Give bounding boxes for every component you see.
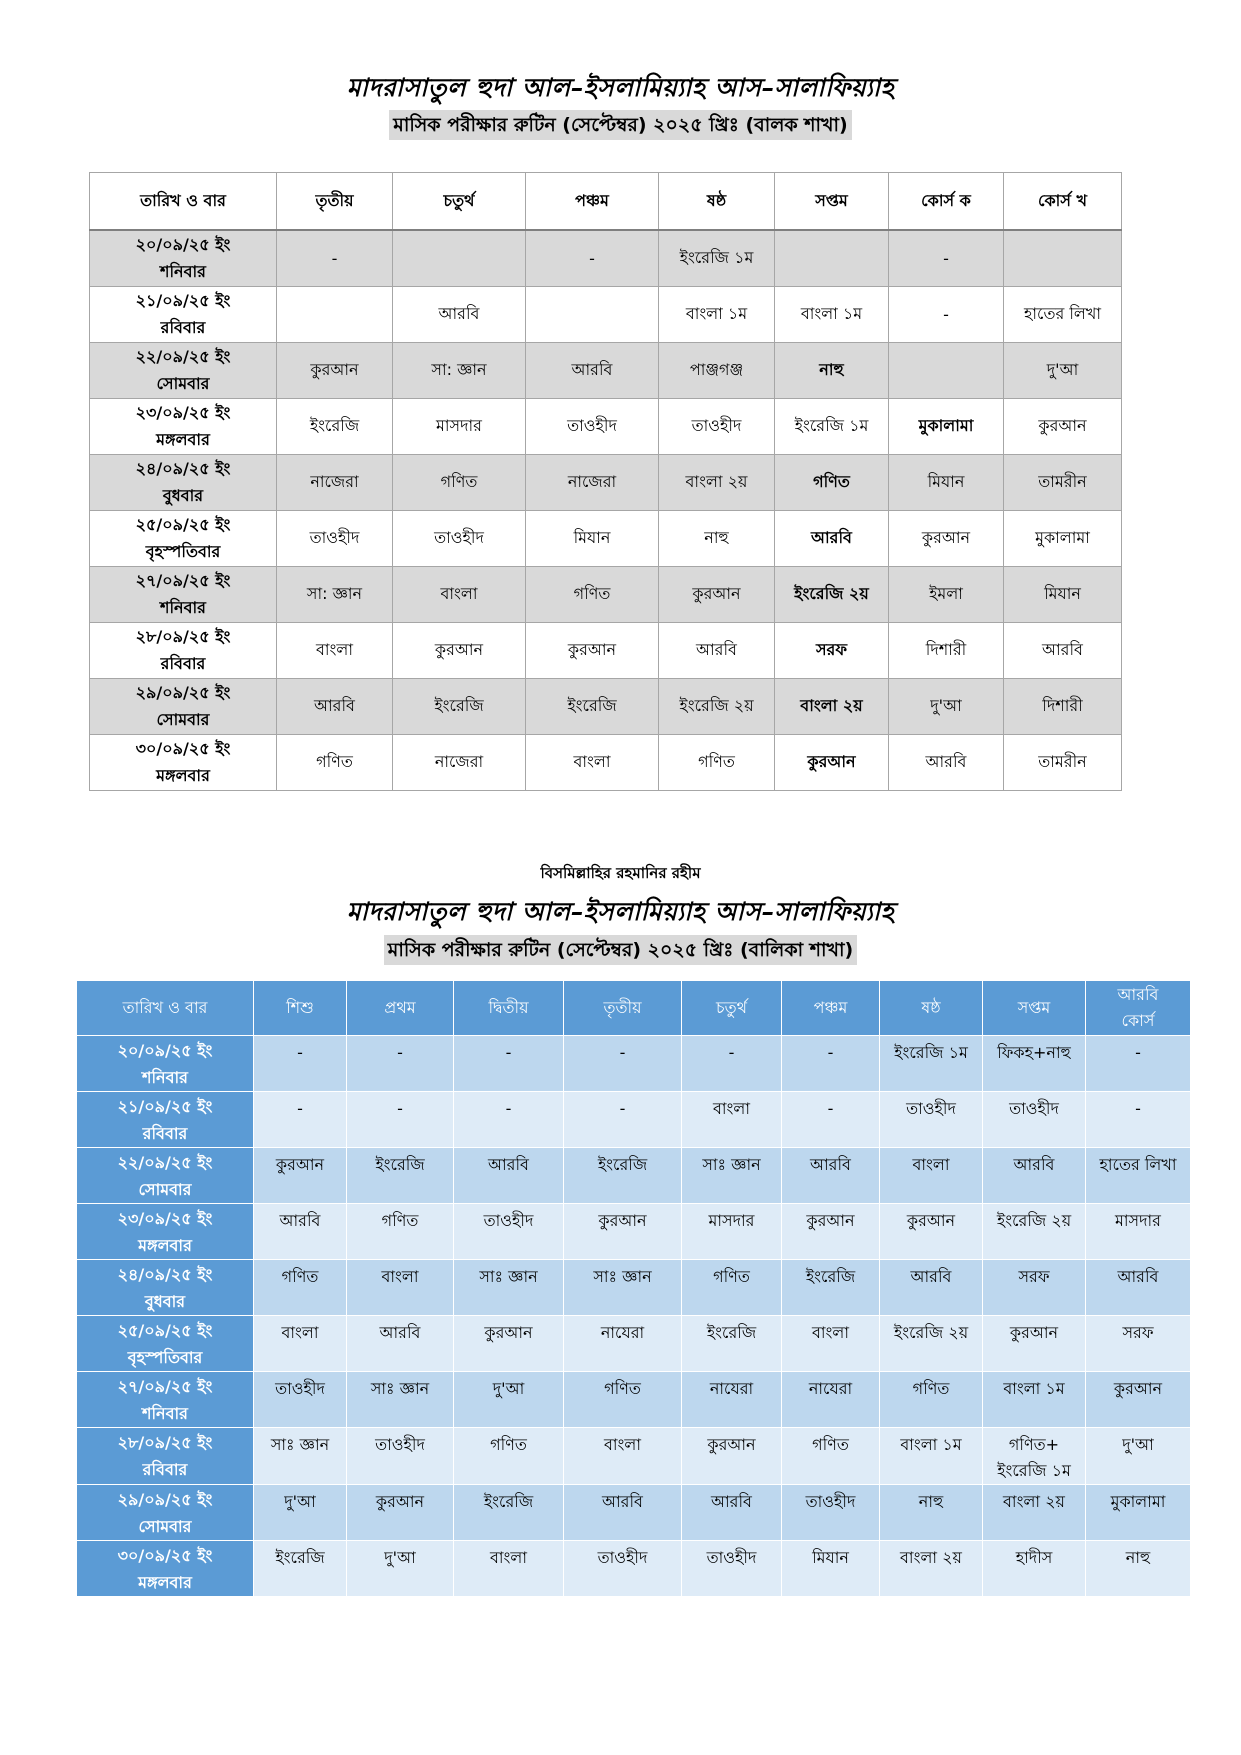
- subject-cell: আরবি: [454, 1148, 564, 1204]
- subject-cell: বাংলা: [454, 1541, 564, 1597]
- subject-cell: গণিত: [682, 1260, 782, 1316]
- subject-cell: আরবি: [564, 1485, 682, 1541]
- day-text: বৃহস্পতিবার: [127, 1347, 203, 1367]
- subject-cell: কুরআন: [1086, 1372, 1191, 1428]
- boys-table-row: [90, 566, 1122, 622]
- subject-cell: সাঃ জ্ঞান: [254, 1428, 347, 1485]
- subject-cell: কুরআন: [393, 622, 526, 678]
- subject-cell: সাঃ জ্ঞান: [682, 1148, 782, 1204]
- subject-cell: বাংলা ২য়: [880, 1541, 983, 1597]
- subject-cell: কুরআন: [347, 1485, 454, 1541]
- subject-cell: ইংরেজি ২য়: [775, 566, 889, 622]
- girls-header-cell: তৃতীয়: [564, 981, 682, 1036]
- subject-cell: তাওহীদ: [526, 398, 659, 454]
- subject-cell: ইমলা: [889, 566, 1004, 622]
- subject-cell: কুরআন: [782, 1204, 880, 1260]
- day-text: মঙ্গলবার: [138, 1572, 192, 1592]
- date-day-cell: [90, 454, 277, 510]
- subject-cell: ইংরেজি ২য়: [983, 1204, 1086, 1260]
- boys-table-row: [90, 454, 1122, 510]
- girls-routine-table: [76, 980, 1191, 1597]
- subject-cell: বাংলা: [880, 1148, 983, 1204]
- subject-cell: বাংলা ২য়: [775, 678, 889, 734]
- subject-cell: আরবি: [1004, 622, 1122, 678]
- subject-cell: মিযান: [782, 1541, 880, 1597]
- subject-cell: নাযেরা: [782, 1372, 880, 1428]
- subject-cell: ইংরেজি: [254, 1541, 347, 1597]
- date-day-cell: [77, 1485, 254, 1541]
- date-day-cell: [90, 734, 277, 790]
- boys-table-row: [90, 510, 1122, 566]
- girls-header-cell: পঞ্চম: [782, 981, 880, 1036]
- date-text: ২৯/০৯/২৫ ইং: [135, 683, 231, 702]
- subject-cell: বাংলা: [564, 1428, 682, 1485]
- subject-cell: তাওহীদ: [347, 1428, 454, 1485]
- subject-cell: তাওহীদ: [659, 398, 775, 454]
- subject-cell: কুরআন: [659, 566, 775, 622]
- day-text: মঙ্গলবার: [156, 430, 210, 449]
- date-text: ২১/০৯/২৫ ইং: [135, 291, 231, 310]
- date-text: ২৩/০৯/২৫ ইং: [135, 403, 231, 422]
- subject-cell: -: [454, 1092, 564, 1148]
- subject-cell: নাহু: [659, 510, 775, 566]
- subject-cell: নাযেরা: [682, 1372, 782, 1428]
- girls-routine-subtitle: মাসিক পরীক্ষার রুটিন (সেপ্টেম্বর) ২০২৫ খ্রিঃ (বালিকা শাখা): [384, 935, 857, 965]
- subject-cell: ইংরেজি: [526, 678, 659, 734]
- boys-header-cell: পঞ্চম: [526, 173, 659, 231]
- subject-cell: ইংরেজি ১ম: [880, 1036, 983, 1092]
- subject-cell: আরবি: [782, 1148, 880, 1204]
- subject-cell: ইংরেজি: [454, 1485, 564, 1541]
- subject-cell: -: [889, 286, 1004, 342]
- date-text: ২৫/০৯/২৫ ইং: [117, 1320, 213, 1340]
- subject-cell: নাহু: [775, 342, 889, 398]
- boys-routine-table: [89, 172, 1122, 791]
- subject-cell: বাংলা ১ম: [775, 286, 889, 342]
- subject-cell: মাসদার: [1086, 1204, 1191, 1260]
- subject-cell: আরবি: [347, 1316, 454, 1372]
- day-text: মঙ্গলবার: [138, 1235, 192, 1255]
- subject-cell: [526, 286, 659, 342]
- subject-cell: মুকালামা: [1086, 1485, 1191, 1541]
- boys-table-row: [90, 678, 1122, 734]
- day-text: বৃহস্পতিবার: [145, 542, 221, 561]
- subject-cell: মিযান: [1004, 566, 1122, 622]
- subject-cell: তাওহীদ: [782, 1485, 880, 1541]
- subject-cell: কুরআন: [454, 1316, 564, 1372]
- girls-table-row: [77, 1092, 1191, 1148]
- subject-cell: দু'আ: [889, 678, 1004, 734]
- subject-cell: ইংরেজি: [277, 398, 393, 454]
- date-day-cell: [77, 1204, 254, 1260]
- subject-cell: সরফ: [1086, 1316, 1191, 1372]
- subject-cell: গণিত: [880, 1372, 983, 1428]
- subject-cell: তাওহীদ: [564, 1541, 682, 1597]
- subject-cell: কুরআন: [880, 1204, 983, 1260]
- date-text: ২২/০৯/২৫ ইং: [135, 347, 231, 366]
- subject-cell: বাংলা ২য়: [659, 454, 775, 510]
- subject-cell: সাঃ জ্ঞান: [347, 1372, 454, 1428]
- subject-cell: নাজেরা: [277, 454, 393, 510]
- subject-cell: গণিত: [526, 566, 659, 622]
- subject-cell: তাওহীদ: [682, 1541, 782, 1597]
- subject-cell: গণিত: [775, 454, 889, 510]
- subject-cell: ইংরেজি: [782, 1260, 880, 1316]
- subject-cell: হাতের লিখা: [1004, 286, 1122, 342]
- subject-cell: -: [1086, 1092, 1191, 1148]
- date-day-cell: [77, 1541, 254, 1597]
- day-text: রবিবার: [160, 318, 206, 337]
- date-text: ২২/০৯/২৫ ইং: [117, 1152, 213, 1172]
- subject-cell: গণিত: [254, 1260, 347, 1316]
- date-day-cell: [77, 1428, 254, 1485]
- date-text: ২৯/০৯/২৫ ইং: [117, 1489, 213, 1509]
- subject-cell: গণিত: [393, 454, 526, 510]
- girls-header-cell: দ্বিতীয়: [454, 981, 564, 1036]
- subject-cell: আরবি: [659, 622, 775, 678]
- subject-cell: [393, 230, 526, 286]
- subject-cell: আরবি: [254, 1204, 347, 1260]
- date-text: ২০/০৯/২৫ ইং: [135, 235, 231, 255]
- date-text: ২১/০৯/২৫ ইং: [117, 1096, 213, 1116]
- subject-cell: -: [1086, 1036, 1191, 1092]
- day-text: বুধবার: [162, 486, 204, 505]
- boys-header-cell: তারিখ ও বার: [90, 173, 277, 231]
- subject-cell: কুরআন: [277, 342, 393, 398]
- subject-cell: আরবি: [889, 734, 1004, 790]
- subject-cell: মিযান: [889, 454, 1004, 510]
- date-text: ২৪/০৯/২৫ ইং: [135, 459, 231, 478]
- girls-table-row: [77, 1204, 1191, 1260]
- subject-cell: আরবি: [880, 1260, 983, 1316]
- subject-cell: সরফ: [983, 1260, 1086, 1316]
- day-text: সোমবার: [138, 1516, 192, 1536]
- subject-cell: তাওহীদ: [454, 1204, 564, 1260]
- subject-cell: ইংরেজি: [564, 1148, 682, 1204]
- subject-cell: হাদীস: [983, 1541, 1086, 1597]
- date-day-cell: [90, 510, 277, 566]
- subject-cell: আরবি: [393, 286, 526, 342]
- date-day-cell: [90, 398, 277, 454]
- subject-cell: ইংরেজি ২য়: [659, 678, 775, 734]
- subject-cell: ইংরেজি ২য়: [880, 1316, 983, 1372]
- subject-cell: বাংলা: [347, 1260, 454, 1316]
- subject-cell: নাজেরা: [393, 734, 526, 790]
- boys-table-row: [90, 286, 1122, 342]
- subject-cell: দিশারী: [1004, 678, 1122, 734]
- subject-cell: কুরআন: [254, 1148, 347, 1204]
- subject-cell: তাওহীদ: [393, 510, 526, 566]
- subject-cell: কুরআন: [1004, 398, 1122, 454]
- girls-header-cell: চতুর্থ: [682, 981, 782, 1036]
- subject-cell: ফিকহ+নাহু: [983, 1036, 1086, 1092]
- date-text: ২০/০৯/২৫ ইং: [117, 1040, 213, 1060]
- subject-cell: গণিত: [659, 734, 775, 790]
- date-text: ৩০/০৯/২৫ ইং: [135, 739, 231, 758]
- subject-cell: গণিত+ ইংরেজি ১ম: [983, 1428, 1086, 1485]
- subject-cell: -: [254, 1036, 347, 1092]
- subject-cell: দু'আ: [347, 1541, 454, 1597]
- subject-cell: গণিত: [782, 1428, 880, 1485]
- subject-cell: বাংলা: [782, 1316, 880, 1372]
- subject-cell: [1004, 230, 1122, 286]
- subject-cell: তামরীন: [1004, 734, 1122, 790]
- girls-table-row: [77, 1260, 1191, 1316]
- boys-header-cell: কোর্স ক: [889, 173, 1004, 231]
- boys-routine-subtitle: মাসিক পরীক্ষার রুটিন (সেপ্টেম্বর) ২০২৫ খ্রিঃ (বালক শাখা): [389, 110, 851, 140]
- girls-table-row: [77, 1148, 1191, 1204]
- subject-cell: -: [782, 1092, 880, 1148]
- date-text: ২৮/০৯/২৫ ইং: [117, 1433, 213, 1452]
- subject-cell: মুকালামা: [1004, 510, 1122, 566]
- subject-cell: বাংলা ২য়: [983, 1485, 1086, 1541]
- subject-cell: [889, 342, 1004, 398]
- date-day-cell: [77, 1260, 254, 1316]
- subject-cell: মাসদার: [393, 398, 526, 454]
- boys-header-cell: ষষ্ঠ: [659, 173, 775, 231]
- girls-table-row: [77, 1541, 1191, 1597]
- girls-table-row: [77, 1036, 1191, 1092]
- subject-cell: সরফ: [775, 622, 889, 678]
- subject-cell: নাজেরা: [526, 454, 659, 510]
- subject-cell: দু'আ: [1086, 1428, 1191, 1485]
- date-day-cell: [77, 1092, 254, 1148]
- date-day-cell: [90, 342, 277, 398]
- subject-cell: -: [347, 1036, 454, 1092]
- date-text: ২৩/০৯/২৫ ইং: [117, 1208, 213, 1228]
- day-text: সোমবার: [138, 1179, 192, 1199]
- subject-cell: ইংরেজি: [347, 1148, 454, 1204]
- subject-cell: পাঞ্জগঞ্জ: [659, 342, 775, 398]
- subject-cell: তামরীন: [1004, 454, 1122, 510]
- subject-cell: ইংরেজি: [393, 678, 526, 734]
- subject-cell: সা: জ্ঞান: [277, 566, 393, 622]
- subject-cell: গণিত: [347, 1204, 454, 1260]
- subject-cell: -: [564, 1036, 682, 1092]
- subject-cell: বাংলা ১ম: [659, 286, 775, 342]
- subject-cell: -: [889, 230, 1004, 286]
- girls-header-row: [77, 981, 1191, 1036]
- girls-table-row: [77, 1485, 1191, 1541]
- subject-cell: বাংলা ১ম: [983, 1372, 1086, 1428]
- girls-table-row: [77, 1428, 1191, 1485]
- day-text: রবিবার: [160, 654, 206, 673]
- day-text: শনিবার: [160, 262, 206, 282]
- subject-cell: তাওহীদ: [254, 1372, 347, 1428]
- subject-cell: -: [254, 1092, 347, 1148]
- subject-cell: দু'আ: [254, 1485, 347, 1541]
- subject-cell: দিশারী: [889, 622, 1004, 678]
- boys-header-cell: কোর্স খ: [1004, 173, 1122, 231]
- subject-cell: ইংরেজি ১ম: [775, 398, 889, 454]
- subject-cell: বাংলা: [254, 1316, 347, 1372]
- girls-header-cell: প্রথম: [347, 981, 454, 1036]
- subject-cell: কুরআন: [564, 1204, 682, 1260]
- subject-cell: আরবি: [526, 342, 659, 398]
- subject-cell: আরবি: [983, 1148, 1086, 1204]
- subject-cell: -: [782, 1036, 880, 1092]
- date-day-cell: [77, 1036, 254, 1092]
- girls-table-row: [77, 1372, 1191, 1428]
- subject-cell: আরবি: [277, 678, 393, 734]
- date-text: ৩০/০৯/২৫ ইং: [117, 1545, 213, 1565]
- subject-cell: বাংলা: [682, 1092, 782, 1148]
- date-day-cell: [90, 286, 277, 342]
- subject-cell: আরবি: [775, 510, 889, 566]
- date-day-cell: [77, 1316, 254, 1372]
- date-text: ২৭/০৯/২৫ ইং: [117, 1376, 213, 1396]
- boys-table-row: [90, 230, 1122, 286]
- subject-cell: -: [526, 230, 659, 286]
- boys-table-row: [90, 734, 1122, 790]
- subject-cell: নাযেরা: [564, 1316, 682, 1372]
- subject-cell: ইংরেজি ১ম: [659, 230, 775, 286]
- subject-cell: কুরআন: [983, 1316, 1086, 1372]
- boys-header-cell: চতুর্থ: [393, 173, 526, 231]
- subject-cell: -: [277, 230, 393, 286]
- subject-cell: বাংলা: [526, 734, 659, 790]
- subject-cell: -: [564, 1092, 682, 1148]
- day-text: রবিবার: [142, 1460, 188, 1479]
- subject-cell: দু'আ: [1004, 342, 1122, 398]
- subject-cell: তাওহীদ: [277, 510, 393, 566]
- subject-cell: সাঃ জ্ঞান: [564, 1260, 682, 1316]
- date-day-cell: [90, 566, 277, 622]
- date-day-cell: [77, 1372, 254, 1428]
- girls-header-cell: ষষ্ঠ: [880, 981, 983, 1036]
- subject-cell: আরবি: [1086, 1260, 1191, 1316]
- girls-institution-title: মাদরাসাতুল হুদা আল–ইসলামিয়্যাহ আস–সালাফিয়্যাহ: [346, 897, 895, 926]
- date-text: ২৫/০৯/২৫ ইং: [135, 515, 231, 534]
- subject-cell: -: [454, 1036, 564, 1092]
- girls-header-cell: তারিখ ও বার: [77, 981, 254, 1036]
- subject-cell: ইংরেজি: [682, 1316, 782, 1372]
- subject-cell: তাওহীদ: [880, 1092, 983, 1148]
- subject-cell: গণিত: [564, 1372, 682, 1428]
- girls-table-row: [77, 1316, 1191, 1372]
- subject-cell: নাহু: [1086, 1541, 1191, 1597]
- boys-table-row: [90, 342, 1122, 398]
- day-text: শনিবার: [142, 1403, 188, 1423]
- day-text: সোমবার: [156, 710, 210, 729]
- date-text: ২৭/০৯/২৫ ইং: [135, 571, 231, 590]
- day-text: মঙ্গলবার: [156, 766, 210, 785]
- boys-institution-title: মাদরাসাতুল হুদা আল–ইসলামিয়্যাহ আস–সালাফিয়্যাহ: [346, 73, 895, 102]
- day-text: সোমবার: [156, 374, 210, 393]
- subject-cell: গণিত: [454, 1428, 564, 1485]
- girls-header-cell: আরবি কোর্স: [1086, 981, 1191, 1036]
- subject-cell: বাংলা ১ম: [880, 1428, 983, 1485]
- subject-cell: মিযান: [526, 510, 659, 566]
- subject-cell: [775, 230, 889, 286]
- girls-header-cell: সপ্তম: [983, 981, 1086, 1036]
- date-day-cell: [90, 230, 277, 286]
- day-text: শনিবার: [160, 598, 206, 617]
- subject-cell: মাসদার: [682, 1204, 782, 1260]
- subject-cell: নাহু: [880, 1485, 983, 1541]
- day-text: শনিবার: [142, 1067, 188, 1087]
- subject-cell: দু'আ: [454, 1372, 564, 1428]
- subject-cell: কুরআন: [775, 734, 889, 790]
- subject-cell: -: [347, 1092, 454, 1148]
- date-day-cell: [77, 1148, 254, 1204]
- subject-cell: -: [682, 1036, 782, 1092]
- subject-cell: [277, 286, 393, 342]
- subject-cell: সাঃ জ্ঞান: [454, 1260, 564, 1316]
- date-day-cell: [90, 622, 277, 678]
- subject-cell: বাংলা: [393, 566, 526, 622]
- day-text: বুধবার: [144, 1291, 186, 1311]
- boys-table-row: [90, 622, 1122, 678]
- day-text: রবিবার: [142, 1123, 188, 1143]
- date-text: ২৮/০৯/২৫ ইং: [135, 627, 231, 646]
- subject-cell: মুকালামা: [889, 398, 1004, 454]
- boys-header-cell: তৃতীয়: [277, 173, 393, 231]
- subject-cell: কুরআন: [526, 622, 659, 678]
- boys-table-row: [90, 398, 1122, 454]
- boys-header-row: [90, 173, 1122, 231]
- subject-cell: গণিত: [277, 734, 393, 790]
- date-day-cell: [90, 678, 277, 734]
- subject-cell: তাওহীদ: [983, 1092, 1086, 1148]
- subject-cell: হাতের লিখা: [1086, 1148, 1191, 1204]
- girls-header-cell: শিশু: [254, 981, 347, 1036]
- subject-cell: বাংলা: [277, 622, 393, 678]
- boys-header-cell: সপ্তম: [775, 173, 889, 231]
- bismillah-line: বিসমিল্লাহির রহমানির রহীম: [540, 864, 701, 882]
- subject-cell: কুরআন: [682, 1428, 782, 1485]
- subject-cell: আরবি: [682, 1485, 782, 1541]
- subject-cell: সা: জ্ঞান: [393, 342, 526, 398]
- date-text: ২৪/০৯/২৫ ইং: [117, 1264, 213, 1284]
- subject-cell: কুরআন: [889, 510, 1004, 566]
